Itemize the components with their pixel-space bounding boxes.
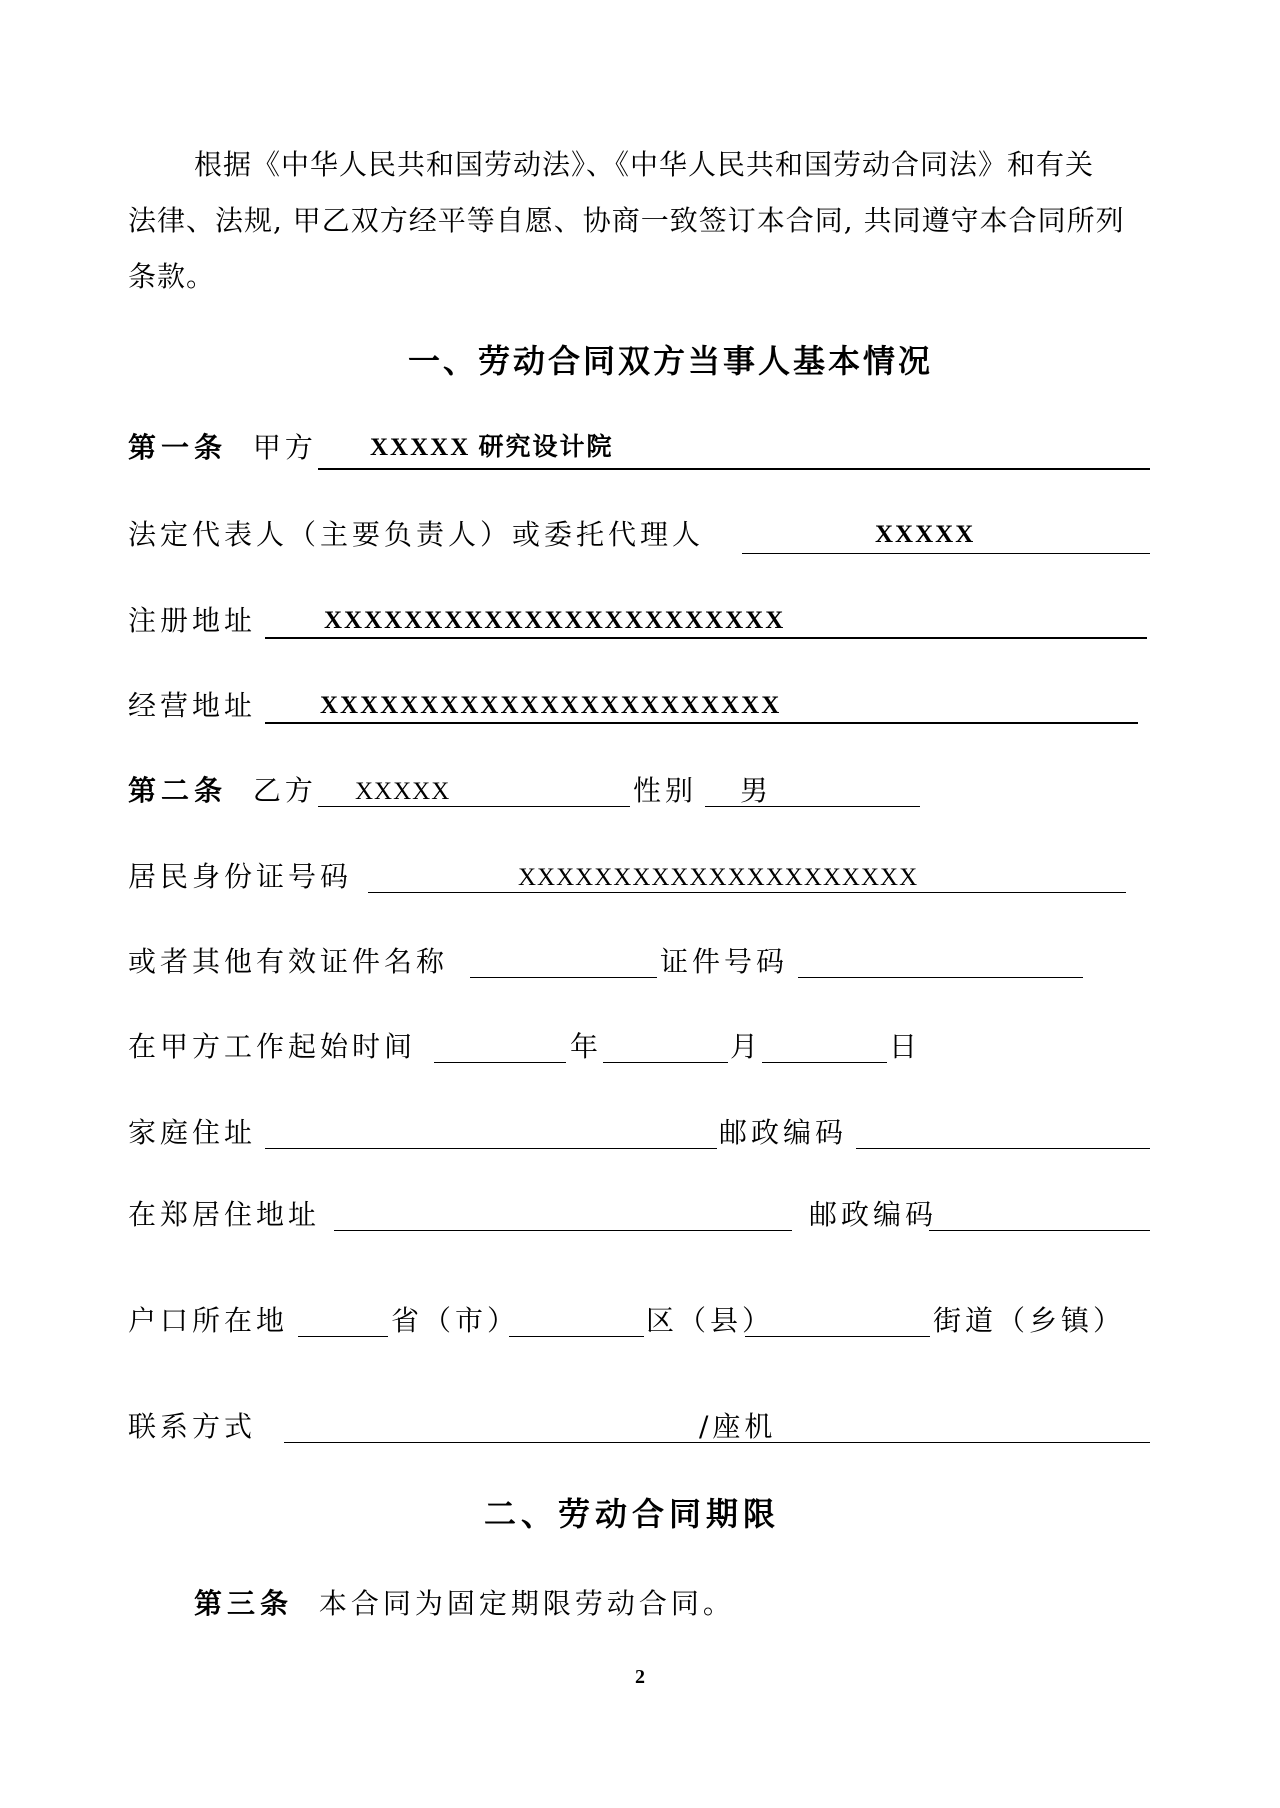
start-year-underline — [434, 1062, 566, 1063]
home-label: 家庭住址 — [128, 1116, 257, 1149]
start-month-underline — [603, 1062, 728, 1063]
street-label: 街道（乡镇） — [933, 1304, 1126, 1337]
reg-addr-label: 注册地址 — [128, 604, 257, 637]
cert-no-underline — [798, 977, 1083, 978]
hukou-district-underline — [509, 1336, 644, 1337]
home-underline — [265, 1148, 717, 1149]
biz-addr-label: 经营地址 — [128, 689, 257, 722]
article2-label: 第二条 — [128, 774, 228, 807]
contact-label: 联系方式 — [128, 1410, 257, 1443]
intro-line-2: 法律、法规, 甲乙双方经平等自愿、协商一致签订本合同, 共同遵守本合同所列 — [128, 204, 1125, 237]
province-label: 省（市） — [391, 1304, 520, 1337]
postcode-label-2: 邮政编码 — [809, 1198, 938, 1231]
postcode-underline — [856, 1148, 1150, 1149]
postcode-underline-2 — [929, 1230, 1150, 1231]
article1-line — [128, 430, 317, 466]
party-a-name-underline — [318, 468, 1150, 470]
start-day-underline — [762, 1062, 887, 1063]
biz-addr-underline — [265, 722, 1138, 724]
rep-label: 法定代表人（主要负责人）或委托代理人 — [128, 518, 705, 551]
gender-underline — [705, 806, 920, 807]
reg-addr-underline — [265, 637, 1147, 639]
article3-label: 第三条 — [194, 1587, 294, 1620]
start-label: 在甲方工作起始时间 — [128, 1030, 417, 1063]
article1-label: 第一条 — [128, 431, 228, 464]
id-value: XXXXXXXXXXXXXXXXXXXXX — [518, 864, 919, 891]
rep-value: XXXXX — [875, 521, 976, 548]
zz-addr-underline — [334, 1230, 792, 1231]
intro-line-3: 条款。 — [128, 260, 216, 293]
biz-addr-value: XXXXXXXXXXXXXXXXXXXXXXX — [320, 692, 782, 719]
section1-title: 一、劳动合同双方当事人基本情况 — [408, 342, 934, 380]
gender-label: 性别 — [633, 774, 698, 807]
year-label: 年 — [570, 1030, 603, 1063]
party-b-name: XXXXX — [355, 778, 451, 805]
reg-addr-value: XXXXXXXXXXXXXXXXXXXXXXX — [324, 607, 786, 634]
other-id-underline — [470, 977, 657, 978]
contact-underline — [284, 1442, 1150, 1443]
hukou-label: 户口所在地 — [128, 1304, 289, 1337]
party-a-label: 甲方 — [252, 431, 317, 464]
day-label: 日 — [889, 1030, 922, 1063]
hukou-province-underline — [298, 1336, 388, 1337]
month-label: 月 — [730, 1030, 763, 1063]
rep-underline — [742, 553, 1150, 554]
article3-text: 本合同为固定期限劳动合同。 — [318, 1587, 735, 1620]
cert-no-label: 证件号码 — [660, 945, 789, 978]
landline-label: /座机 — [699, 1410, 777, 1443]
page-number: 2 — [635, 1666, 645, 1688]
other-id-label: 或者其他有效证件名称 — [128, 945, 449, 978]
party-b-name-underline — [318, 806, 630, 807]
section2-title: 二、劳动合同期限 — [484, 1495, 781, 1533]
article3-line — [194, 1586, 735, 1622]
article2-line — [128, 773, 317, 809]
hukou-street-underline — [745, 1336, 930, 1337]
gender-value: 男 — [740, 774, 773, 807]
id-underline — [368, 892, 1126, 893]
id-label: 居民身份证号码 — [128, 860, 353, 893]
party-b-label: 乙方 — [252, 774, 317, 807]
district-label: 区（县） — [646, 1304, 775, 1337]
postcode-label: 邮政编码 — [719, 1116, 848, 1149]
intro-paragraph — [128, 137, 1152, 305]
party-a-name: XXXXX 研究设计院 — [370, 434, 614, 461]
intro-line-1: 根据《中华人民共和国劳动法》、《中华人民共和国劳动合同法》和有关 — [194, 148, 1095, 181]
zz-addr-label: 在郑居住地址 — [128, 1198, 321, 1231]
